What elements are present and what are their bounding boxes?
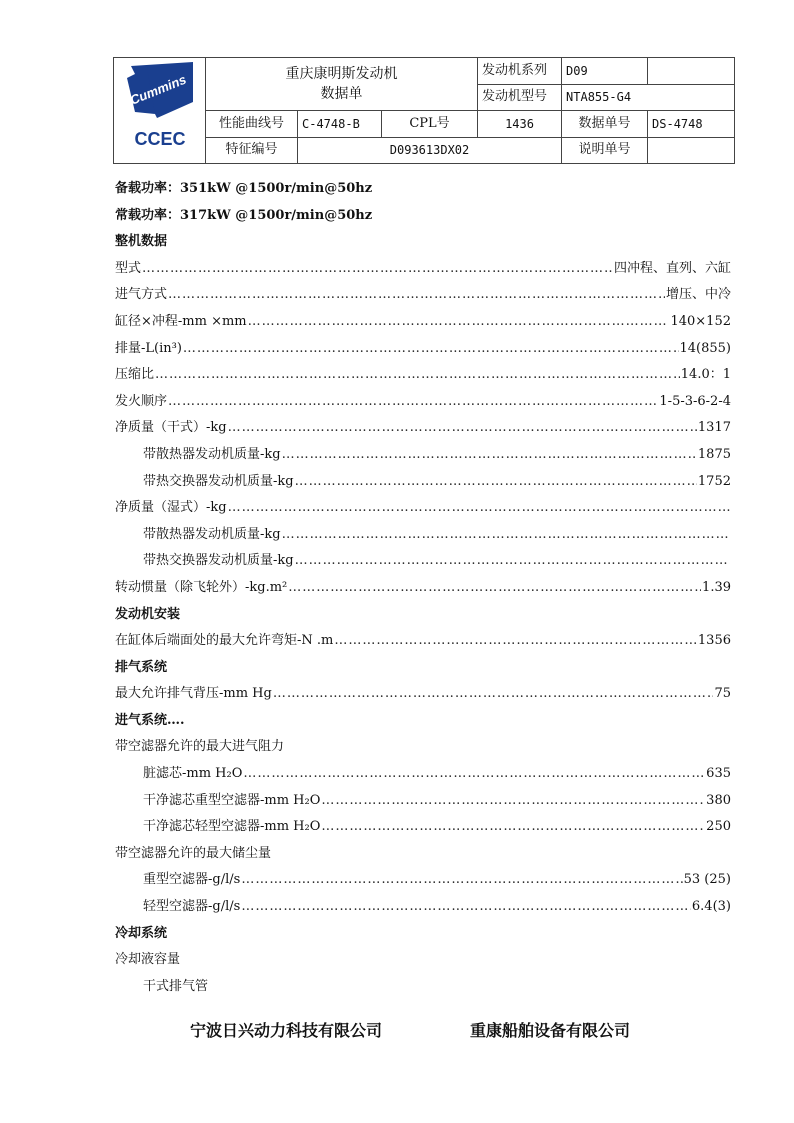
dot-leader [295,548,730,575]
spec-value: 6.4(3) [691,899,731,915]
curve-value: C-4748-B [298,111,382,138]
section-heading: 排气系统 [115,659,168,675]
section-heading: 发动机安装 [115,606,181,622]
footer-company-left: 宁波日兴动力科技有限公司 [190,1021,383,1040]
spec-label: 压缩比 [115,367,155,383]
section-heading: 冷却系统 [115,925,168,941]
spec-label: 缸径×冲程-mm ×mm [115,313,247,329]
spec-value: 250 [706,819,731,835]
dot-leader [168,282,665,309]
dot-leader [282,522,730,549]
spec-row [115,309,731,336]
spec-row [115,362,731,389]
note-value [648,137,735,164]
section-heading: 整机数据 [115,234,168,250]
model-value: NTA855-G4 [562,84,735,111]
footer-company-right: 重康船舶设备有限公司 [470,1021,631,1040]
spec-label: 排量-L(in³) [115,340,182,356]
dot-leader [295,469,697,496]
spec-label: 型式 [115,260,142,276]
spec-label: 带热交换器发动机质量-kg [143,473,294,489]
dot-leader [155,362,680,389]
text-line: 冷却液容量 [115,952,181,968]
spec-value: 1752 [697,473,731,489]
dot-leader [241,867,682,894]
dot-leader [288,575,701,602]
spec-label: 干净滤芯重型空滤器-mm H₂O [143,792,321,808]
dot-leader [241,894,691,921]
spec-row [115,894,731,921]
spec-label: 重型空滤器-g/l/s [143,872,241,888]
dot-leader [183,336,679,363]
footer [0,1018,794,1042]
datasheet-value: DS-4748 [648,111,735,138]
series-value: D09 [562,58,648,85]
logo-text: Cummins [127,71,188,108]
dot-leader [321,788,705,815]
spec-row [115,575,731,602]
spec-row [115,442,731,469]
spec-value: 14.0：1 [680,367,731,383]
dot-leader [142,256,613,283]
dot-leader [334,628,697,655]
cummins-logo-icon [117,58,203,154]
spec-row [115,867,731,894]
spec-row [115,814,731,841]
cpl-label: CPL号 [382,111,478,138]
section-heading: 常载功率：317kW @1500r/min@50hz [115,207,373,223]
spec-label: 脏滤芯-mm H₂O [143,766,243,782]
dot-leader [228,415,697,442]
spec-value: 1875 [697,446,731,462]
feature-value: D093613DX02 [298,137,562,164]
spec-value: 增压、中冷 [665,287,731,303]
dot-leader [273,681,714,708]
series-label: 发动机系列 [478,58,562,85]
empty-cell [648,58,735,85]
spec-row [115,628,731,655]
spec-label: 发火顺序 [115,393,168,409]
spec-list [115,176,731,1000]
text-line: 带空滤器允许的最大储尘量 [115,845,272,861]
spec-label: 带热交换器发动机质量-kg [143,553,294,569]
spec-value: 1-5-3-6-2-4 [659,393,731,409]
feature-label: 特征编号 [206,137,298,164]
spec-row [115,415,731,442]
spec-row [115,761,731,788]
logo-sub-text: CCEC [133,129,186,149]
spec-label: 带散热器发动机质量-kg [143,446,281,462]
spec-label: 轻型空滤器-g/l/s [143,899,241,915]
datasheet-label: 数据单号 [562,111,648,138]
dot-leader [228,495,730,522]
dot-leader [321,814,705,841]
spec-row [115,495,731,522]
doc-title [206,58,478,111]
spec-label: 净质量（干式）-kg [115,420,227,436]
spec-row [115,389,731,416]
spec-label: 在缸体后端面处的最大允许弯矩-N .m [115,633,334,649]
spec-value: 四冲程、直列、六缸 [613,260,731,276]
section-heading: 进气系统…. [115,712,185,728]
spec-row [115,548,731,575]
spec-value: 53 (25) [683,872,731,888]
dot-leader [168,389,658,416]
spec-value: 140×152 [670,313,731,329]
dot-leader [243,761,705,788]
dot-leader [248,309,670,336]
spec-label: 带散热器发动机质量-kg [143,526,281,542]
spec-value: 1317 [697,420,731,436]
title-line-1: 重庆康明斯发动机 [285,66,398,82]
spec-value: 1356 [697,633,731,649]
spec-value: 635 [706,766,731,782]
spec-label: 最大允许排气背压-mm Hg [115,686,272,702]
spec-label: 进气方式 [115,287,168,303]
model-label: 发动机型号 [478,84,562,111]
curve-label: 性能曲线号 [206,111,298,138]
section-heading: 备载功率：351kW @1500r/min@50hz [115,181,373,196]
cpl-value: 1436 [478,111,562,138]
spec-row [115,469,731,496]
header-table [113,57,735,164]
spec-label: 干净滤芯轻型空滤器-mm H₂O [143,819,321,835]
spec-row [115,256,731,283]
text-line: 带空滤器允许的最大进气阻力 [115,739,285,755]
dot-leader [282,442,697,469]
spec-row [115,522,731,549]
spec-label: 净质量（湿式）-kg [115,500,227,516]
spec-label: 转动惯量（除飞轮外）-kg.m² [115,579,288,595]
spec-row [115,681,731,708]
spec-row [115,788,731,815]
title-line-2: 数据单 [320,86,363,102]
spec-value: 75 [714,686,731,702]
spec-value: 1.39 [702,579,731,595]
spec-row [115,336,731,363]
spec-value: 380 [706,792,731,808]
note-label: 说明单号 [562,137,648,164]
cummins-ccec-logo [114,58,206,164]
text-line: 干式排气管 [143,978,209,994]
spec-row [115,282,731,309]
spec-value: 14(855) [679,340,731,356]
